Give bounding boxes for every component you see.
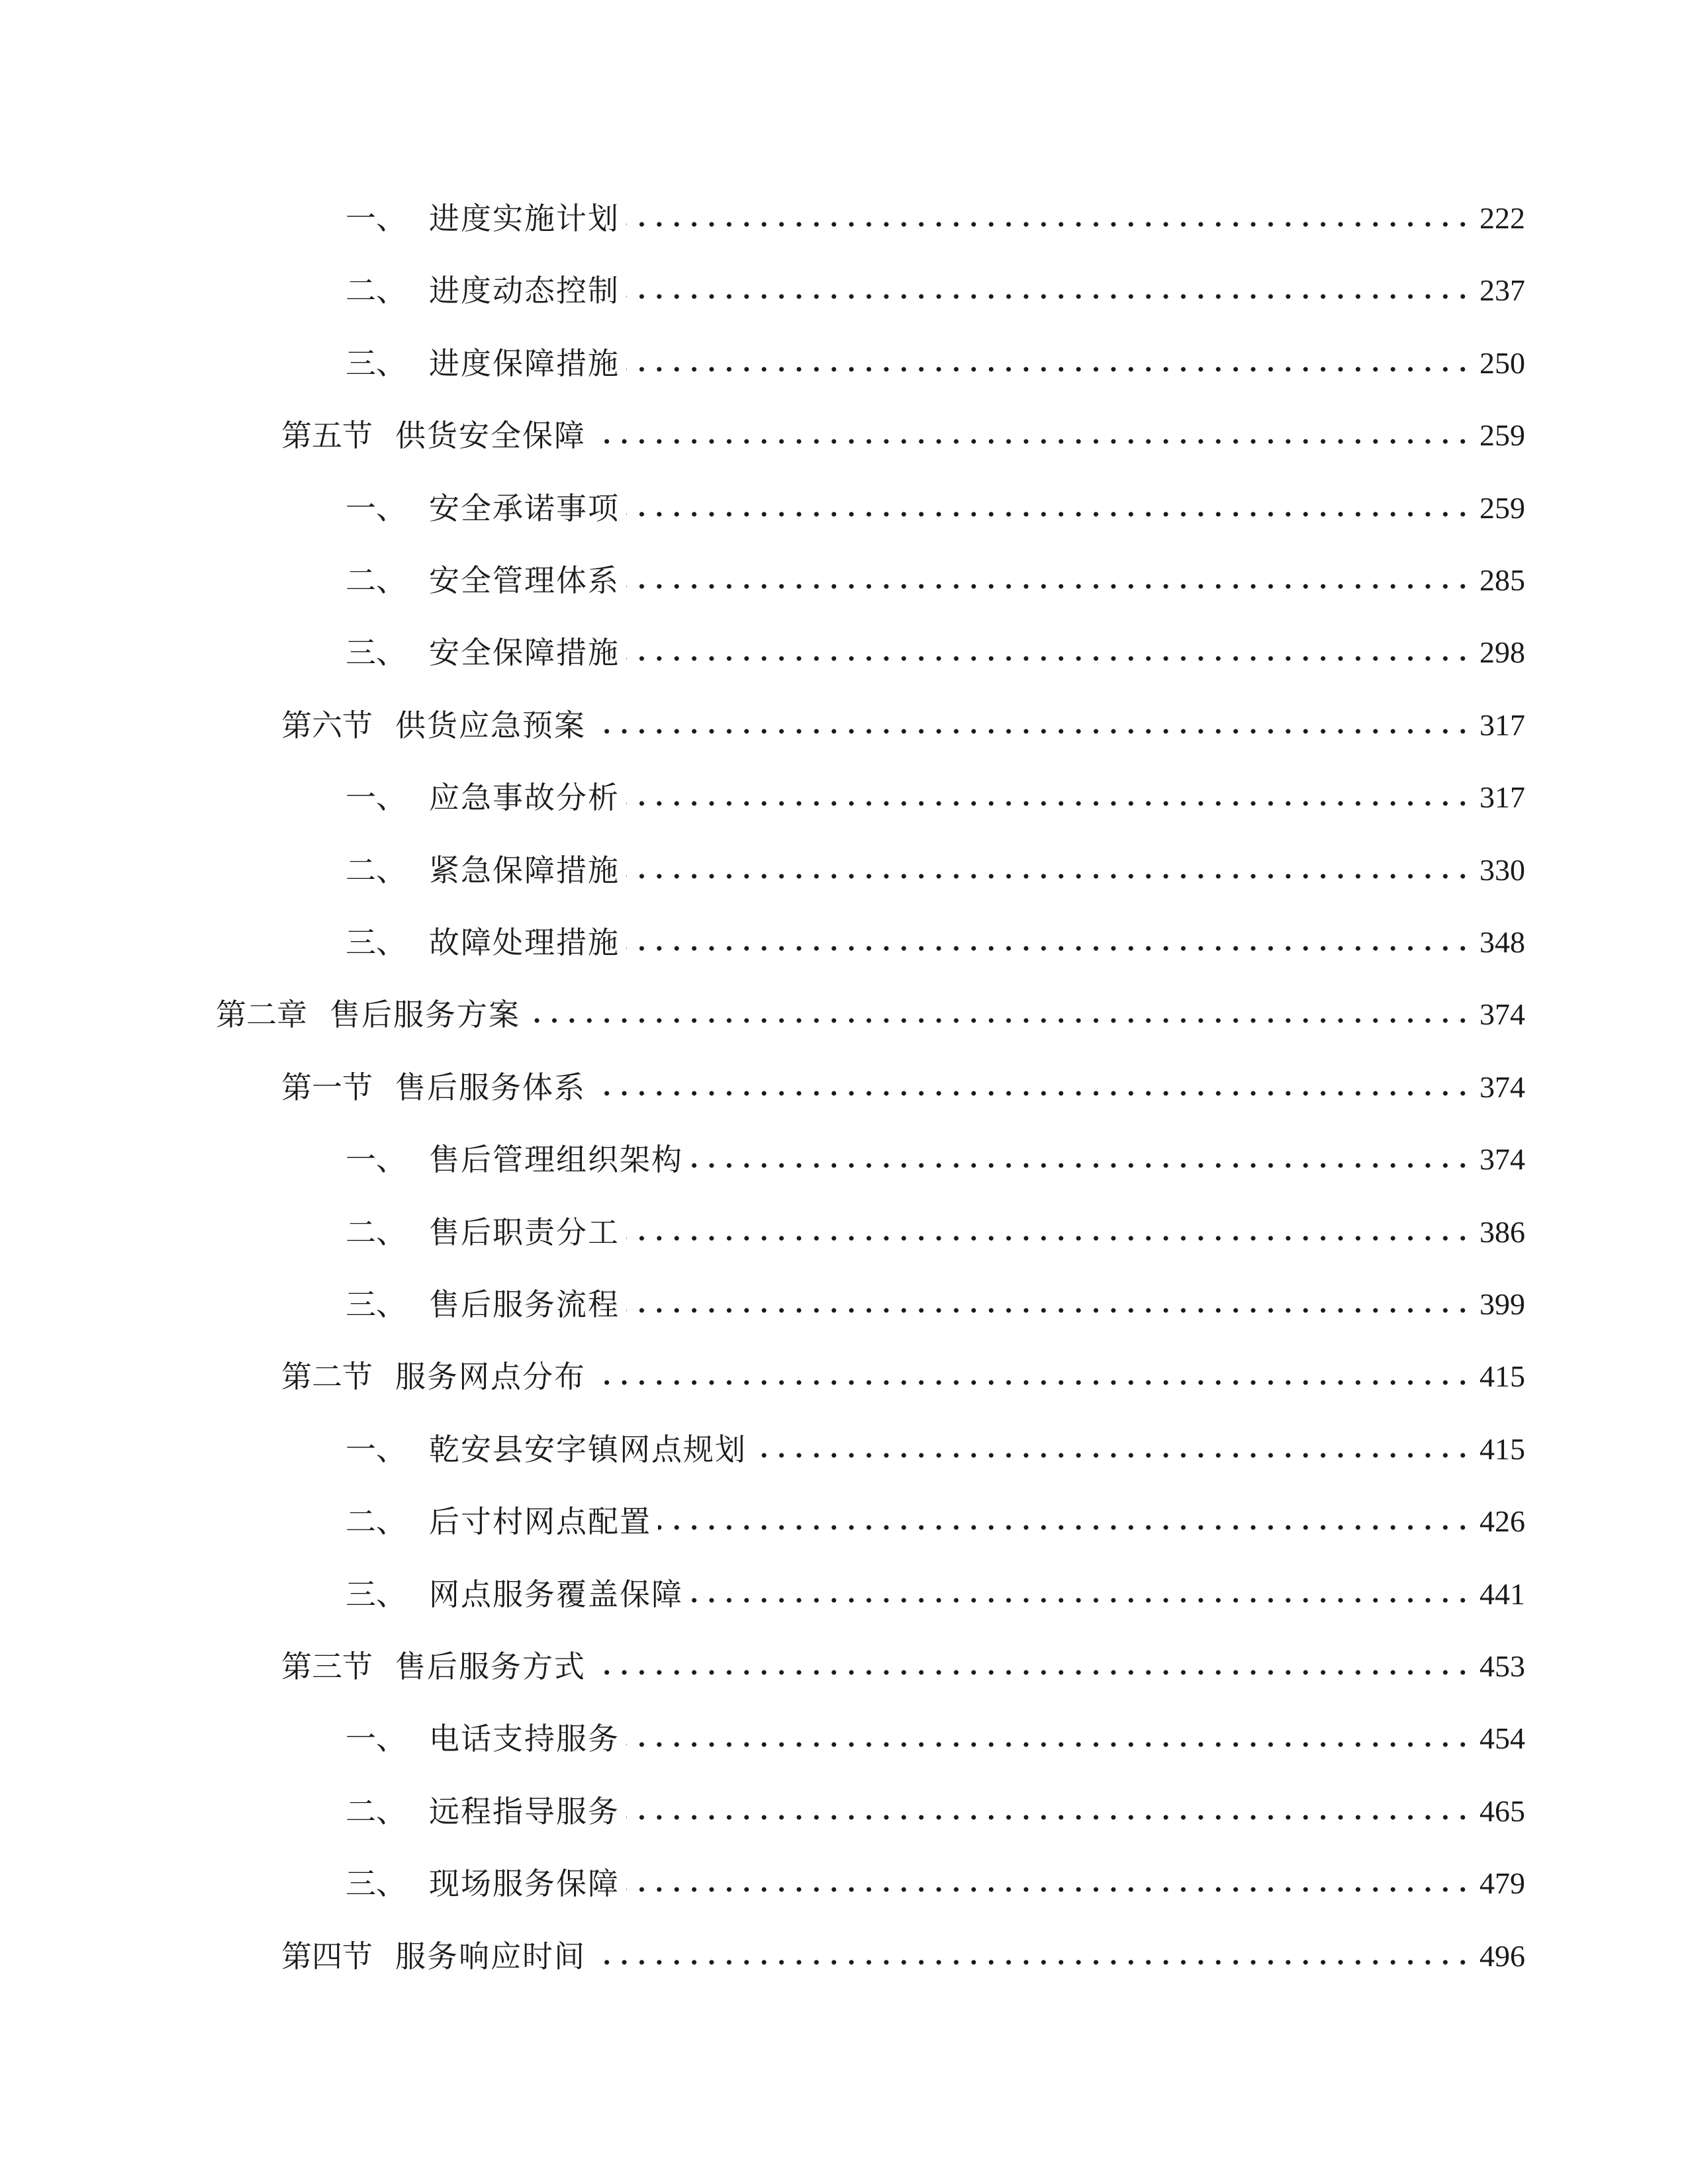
entry-title: 安全管理体系 <box>429 563 620 598</box>
page-number: 237 <box>1479 273 1525 308</box>
page-number: 479 <box>1479 1866 1525 1901</box>
entry-number: 第四节 <box>281 1938 373 1974</box>
entry-number: 三、 <box>346 1287 406 1322</box>
page-number: 317 <box>1479 707 1525 742</box>
toc-entry[interactable] <box>346 1857 1525 1910</box>
page-number: 415 <box>1479 1359 1525 1394</box>
toc-entry[interactable] <box>346 1133 1525 1186</box>
page-number: 426 <box>1479 1504 1525 1539</box>
entry-number: 二、 <box>346 1793 406 1829</box>
entry-title: 安全承诺事项 <box>429 490 620 526</box>
toc-entry[interactable] <box>281 699 1525 752</box>
entry-title: 电话支持服务 <box>429 1721 620 1757</box>
entry-title: 售后服务体系 <box>395 1069 586 1105</box>
leader-dots <box>626 944 1472 953</box>
toc-entry[interactable] <box>346 916 1525 969</box>
toc-entry[interactable] <box>281 1930 1525 1983</box>
page-number: 374 <box>1479 1142 1525 1177</box>
entry-number: 三、 <box>346 1866 406 1902</box>
toc-entry[interactable] <box>346 1568 1525 1621</box>
toc-entry[interactable] <box>346 554 1525 607</box>
leader-dots <box>592 1668 1472 1677</box>
entry-title: 售后职责分工 <box>429 1214 620 1250</box>
entry-number: 一、 <box>346 490 406 526</box>
entry-number: 第一节 <box>281 1069 373 1105</box>
leader-dots <box>626 292 1472 301</box>
toc-entry[interactable] <box>346 1423 1525 1476</box>
entry-title: 售后服务方式 <box>395 1649 586 1684</box>
leader-dots <box>690 1161 1472 1170</box>
toc-entry[interactable] <box>216 988 1525 1041</box>
leader-dots <box>626 1306 1472 1315</box>
entry-number: 一、 <box>346 201 406 236</box>
entry-title: 进度动态控制 <box>429 273 620 309</box>
entry-title: 进度保障措施 <box>429 345 620 381</box>
leader-dots <box>658 1523 1472 1532</box>
leader-dots <box>690 1596 1472 1605</box>
page-number: 465 <box>1479 1794 1525 1828</box>
entry-number: 三、 <box>346 1576 406 1612</box>
entry-title: 应急事故分析 <box>429 780 620 816</box>
toc-entry[interactable] <box>281 1350 1525 1403</box>
toc-entry[interactable] <box>346 626 1525 679</box>
entry-title: 远程指导服务 <box>429 1793 620 1829</box>
entry-number: 三、 <box>346 635 406 671</box>
leader-dots <box>592 437 1472 446</box>
page-number: 496 <box>1479 1938 1525 1973</box>
entry-number: 三、 <box>346 345 406 381</box>
entry-number: 一、 <box>346 780 406 816</box>
leader-dots <box>592 1958 1472 1967</box>
leader-dots <box>626 872 1472 881</box>
entry-number: 二、 <box>346 563 406 598</box>
toc-entry[interactable] <box>346 337 1525 390</box>
toc-entry[interactable] <box>346 264 1525 317</box>
toc-entry[interactable] <box>346 1206 1525 1259</box>
toc-entry[interactable] <box>346 1785 1525 1838</box>
leader-dots <box>626 654 1472 663</box>
page-number: 330 <box>1479 852 1525 887</box>
page-number: 317 <box>1479 780 1525 815</box>
page-number: 222 <box>1479 201 1525 235</box>
toc-entry[interactable] <box>346 192 1525 245</box>
entry-title: 进度实施计划 <box>429 201 620 236</box>
leader-dots <box>626 1813 1472 1822</box>
entry-title: 安全保障措施 <box>429 635 620 671</box>
leader-dots <box>592 1089 1472 1098</box>
page-number: 374 <box>1479 997 1525 1032</box>
page-number: 250 <box>1479 345 1525 380</box>
toc-entry[interactable] <box>281 1640 1525 1693</box>
page-number: 259 <box>1479 418 1525 453</box>
page-number: 298 <box>1479 635 1525 670</box>
entry-title: 故障处理措施 <box>429 925 620 960</box>
entry-title: 乾安县安字镇网点规划 <box>429 1431 747 1467</box>
toc-entry[interactable] <box>346 1712 1525 1765</box>
entry-title: 紧急保障措施 <box>429 852 620 888</box>
page-number: 285 <box>1479 563 1525 597</box>
page-number: 259 <box>1479 490 1525 525</box>
leader-dots <box>753 1451 1472 1460</box>
toc-entry[interactable] <box>346 1495 1525 1548</box>
page-number: 386 <box>1479 1214 1525 1249</box>
page-number: 441 <box>1479 1576 1525 1611</box>
leader-dots <box>626 1740 1472 1749</box>
toc-entry[interactable] <box>346 1278 1525 1331</box>
leader-dots <box>626 582 1472 591</box>
entry-number: 一、 <box>346 1431 406 1467</box>
entry-title: 服务网点分布 <box>395 1359 586 1395</box>
toc-entry[interactable] <box>346 771 1525 824</box>
entry-title: 供货安全保障 <box>395 418 586 454</box>
entry-number: 一、 <box>346 1142 406 1178</box>
leader-dots <box>626 220 1472 229</box>
entry-title: 后寸村网点配置 <box>429 1504 651 1540</box>
toc-entry[interactable] <box>346 844 1525 897</box>
toc-entry[interactable] <box>346 482 1525 535</box>
toc-entry[interactable] <box>281 409 1525 462</box>
entry-title: 售后服务方案 <box>330 997 520 1033</box>
entry-title: 售后服务流程 <box>429 1287 620 1322</box>
leader-dots <box>626 1234 1472 1243</box>
page-number: 374 <box>1479 1069 1525 1104</box>
entry-number: 二、 <box>346 852 406 888</box>
entry-number: 第二节 <box>281 1359 373 1395</box>
page-number: 348 <box>1479 925 1525 959</box>
entry-number: 二、 <box>346 273 406 309</box>
entry-number: 第六节 <box>281 707 373 743</box>
page-number: 453 <box>1479 1649 1525 1683</box>
entry-title: 服务响应时间 <box>395 1938 586 1974</box>
entry-title: 网点服务覆盖保障 <box>429 1576 683 1612</box>
entry-title: 供货应急预案 <box>395 707 586 743</box>
page-number: 399 <box>1479 1287 1525 1321</box>
leader-dots <box>626 799 1472 808</box>
leader-dots <box>527 1016 1472 1025</box>
entry-number: 第五节 <box>281 418 373 454</box>
leader-dots <box>592 727 1472 736</box>
page-number: 415 <box>1479 1432 1525 1466</box>
entry-number: 二、 <box>346 1504 406 1540</box>
leader-dots <box>592 1378 1472 1387</box>
entry-title: 售后管理组织架构 <box>429 1142 683 1178</box>
entry-number: 一、 <box>346 1721 406 1757</box>
page-number: 454 <box>1479 1721 1525 1756</box>
entry-number: 第二章 <box>216 997 307 1033</box>
leader-dots <box>626 510 1472 519</box>
leader-dots <box>626 1885 1472 1894</box>
leader-dots <box>626 365 1472 374</box>
toc-entry[interactable] <box>281 1061 1525 1114</box>
entry-title: 现场服务保障 <box>429 1866 620 1902</box>
entry-number: 三、 <box>346 925 406 960</box>
entry-number: 第三节 <box>281 1649 373 1684</box>
entry-number: 二、 <box>346 1214 406 1250</box>
